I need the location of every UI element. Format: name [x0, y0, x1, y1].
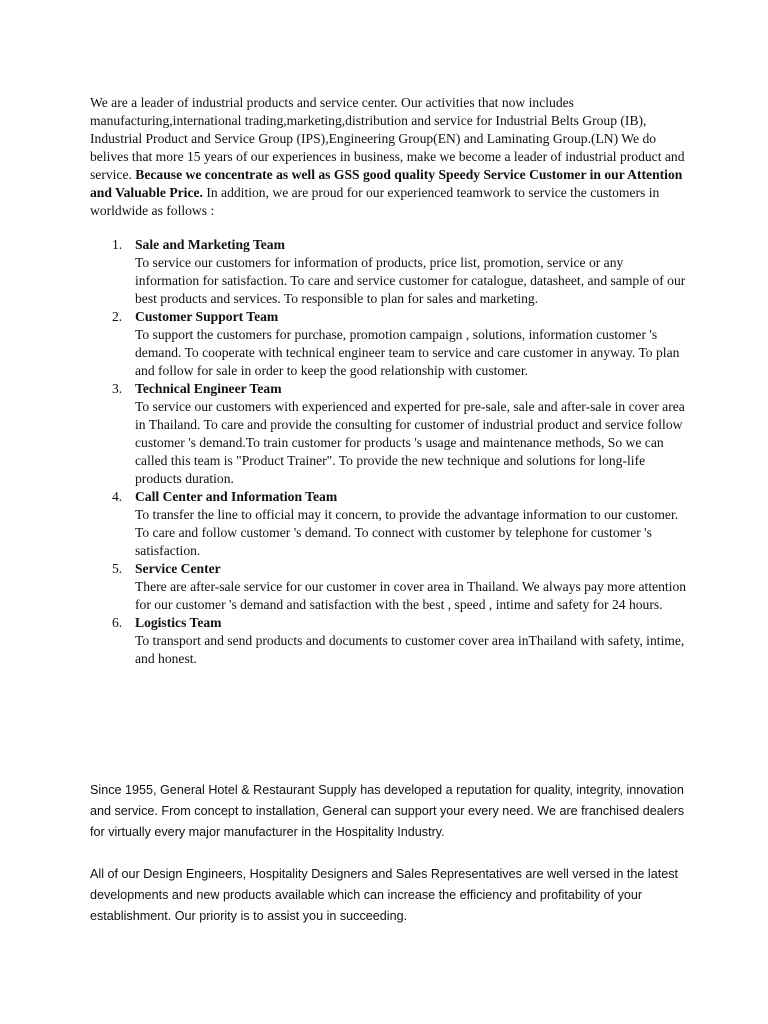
team-title: Call Center and Information Team [135, 489, 338, 504]
team-description: To service our customers with experienced and experted for pre-sale, sale and after-sale in cover area in Thailand. To care and provide the consulting for customer of industrial product and service follow customer 's demand.To train customer for products 's usage and maintenance methods, So we can called this team is "Product Trainer". To provide the new technique and solutions for long-life products duration. [135, 399, 685, 486]
team-title: Customer Support Team [135, 309, 279, 324]
team-item-customer-support [90, 308, 690, 380]
team-number: 2. [112, 309, 123, 324]
team-title: Technical Engineer Team [135, 381, 282, 396]
team-number: 5. [112, 561, 123, 576]
intro-paragraph [90, 94, 690, 220]
team-title: Sale and Marketing Team [135, 237, 285, 252]
team-title: Logistics Team [135, 615, 222, 630]
team-item-call-center [90, 488, 690, 560]
intro-bold-text: Because we concentrate as well as GSS good quality Speedy Service Customer in our Attention and Valuable Price. [90, 167, 683, 200]
team-title: Service Center [135, 561, 221, 576]
intro-text: We are a leader of industrial products and service center. Our activities that now includes manufacturing,international trading,marketing,distribution and service for Industrial Belts Group (IB), Industrial Product and Service Group (IPS),Engineering Group(EN) and Laminating Group.(LN) We do belives that more 15 years of our experiences in business, make we become a leader of industrial product and service. [90, 95, 685, 182]
team-number: 4. [112, 489, 123, 504]
team-item-sale-marketing [90, 236, 690, 308]
team-list [90, 236, 690, 668]
team-number: 6. [112, 615, 123, 630]
team-item-technical-engineer [90, 380, 690, 488]
team-description: To service our customers for information of products, price list, promotion, service or any information for satisfaction. To care and service customer for catalogue, datasheet, and sample of our best products and services. To responsible to plan for sales and marketing. [135, 255, 686, 306]
team-number: 3. [112, 381, 123, 396]
company-paragraph-team: All of our Design Engineers, Hospitality Designers and Sales Representatives are well versed in the latest developments and new products available which can increase the efficiency and profitability of your establishment. Our priority is to assist you in succeeding. [90, 867, 679, 923]
team-description: To support the customers for purchase, promotion campaign , solutions, information customer 's demand. To cooperate with technical engineer team to service and care customer in anyway. To plan and follow for sale in order to keep the good relationship with customer. [135, 327, 680, 378]
team-item-service-center [90, 560, 690, 614]
team-item-logistics [90, 614, 690, 668]
company-paragraph-history: Since 1955, General Hotel & Restaurant Supply has developed a reputation for quality, integrity, innovation and service. From concept to installation, General can support your every need. We are franchised dealers for virtually every major manufacturer in the Hospitality Industry. [90, 783, 685, 839]
team-description: To transport and send products and documents to customer cover area inThailand with safety, intime, and honest. [135, 633, 685, 666]
intro-text-end: In addition, we are proud for our experienced teamwork to service the customers in worldwide as follows : [90, 185, 660, 218]
team-number: 1. [112, 237, 123, 252]
team-description: To transfer the line to official may it concern, to provide the advantage information to our customer. To care and follow customer 's demand. To connect with customer by telephone for customer 's satisfaction. [135, 507, 679, 558]
team-description: There are after-sale service for our customer in cover area in Thailand. We always pay more attention for our customer 's demand and satisfaction with the best , speed , intime and safety for 24 hours. [135, 579, 687, 612]
company-section [90, 780, 690, 948]
